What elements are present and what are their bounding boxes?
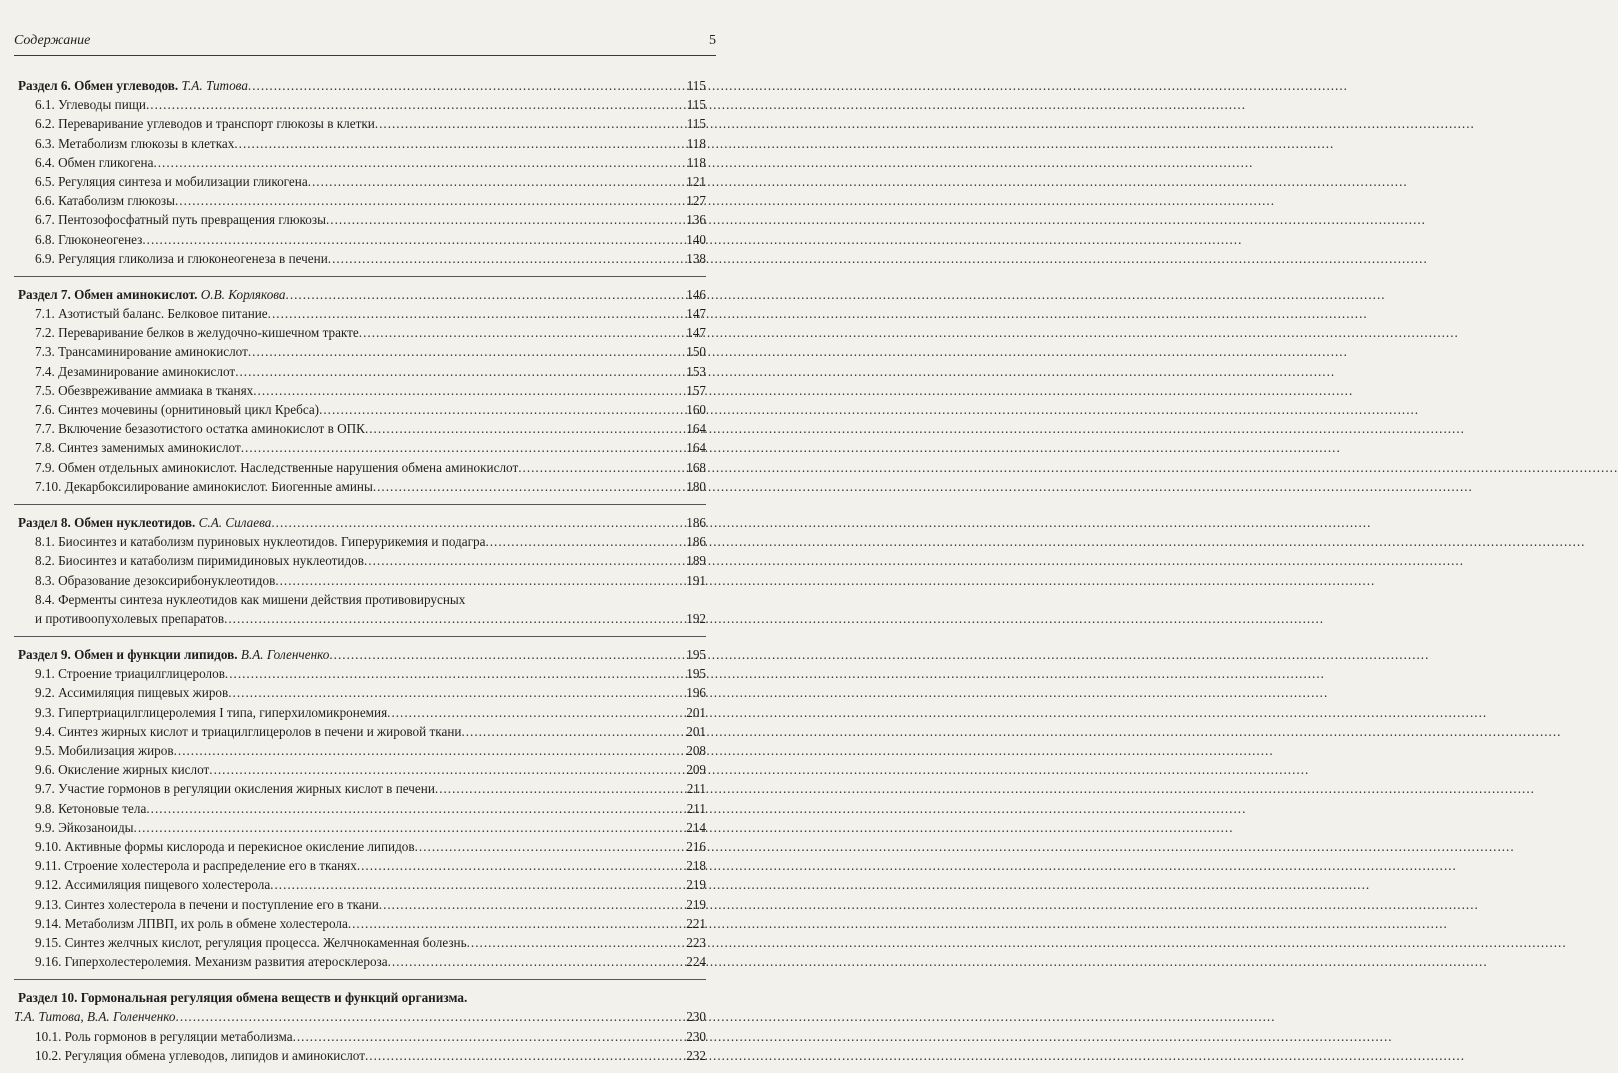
page-ref: 147 (686, 325, 706, 341)
toc-section-6 (14, 76, 706, 268)
page-ref: 118 (686, 135, 706, 151)
toc-entry[interactable] (14, 741, 706, 760)
toc-entry[interactable] (14, 381, 706, 400)
toc-entry[interactable] (14, 304, 706, 323)
section-divider (14, 979, 706, 980)
toc-entry[interactable] (14, 837, 706, 856)
page-ref: 121 (686, 173, 706, 189)
leader-dots (518, 458, 685, 477)
page-ref: 164 (686, 421, 706, 437)
page-ref: 208 (686, 743, 706, 759)
entry-title: 9.10. Активные формы кислорода и перекисное окисление липидов (35, 838, 415, 854)
section-heading[interactable] (14, 285, 706, 304)
page-ref: 138 (686, 250, 706, 266)
entry-title: 6.4. Обмен гликогена (35, 154, 154, 170)
page-ref: 191 (686, 572, 706, 588)
leader-dots (225, 664, 685, 683)
leader-dots (142, 230, 685, 249)
page-ref: 164 (686, 440, 706, 456)
toc-entry[interactable] (14, 779, 706, 798)
toc-entry[interactable] (14, 551, 706, 570)
toc-entry[interactable] (14, 571, 706, 590)
entry-title: 7.5. Обезвреживание аммиака в тканях (35, 382, 254, 398)
page-ref: 157 (686, 382, 706, 398)
leader-dots (146, 95, 686, 114)
toc-entry[interactable] (14, 362, 706, 381)
entry-title: 9.12. Ассимиляция пищевого холестерола (35, 877, 271, 893)
leader-dots (365, 419, 685, 438)
leader-dots (248, 76, 686, 95)
entry-title: 7.9. Обмен отдельных аминокислот. Наследственные нарушения обмена аминокислот (35, 459, 519, 475)
page-ref: 232 (686, 1047, 706, 1063)
toc-section-7 (14, 285, 706, 496)
page-ref: 147 (686, 306, 706, 322)
page-ref: 115 (686, 97, 706, 113)
entry-title: 9.1. Строение триацилглицеролов (35, 666, 225, 682)
leader-dots (248, 342, 685, 361)
entry-title: 6.6. Катаболизм глюкозы (35, 193, 175, 209)
page-ref: 230 (686, 1028, 706, 1044)
toc-entry-first-line[interactable]: 8.4. Ферменты синтеза нуклеотидов как мишени действия противовирусных (35, 591, 466, 607)
leader-dots (153, 153, 685, 172)
toc-entry[interactable] (14, 722, 706, 741)
page-ref: 195 (686, 647, 706, 663)
section-divider (14, 504, 706, 505)
section-author: Т.А. Титова (181, 78, 248, 93)
entry-title: 9.8. Кетоновые тела (35, 800, 147, 816)
page-ref: 219 (686, 896, 706, 912)
toc-section-8 (14, 513, 706, 628)
page-number: 5 (709, 33, 716, 48)
toc-entry[interactable] (14, 683, 706, 702)
leader-dots (235, 362, 685, 381)
toc-entry[interactable] (14, 230, 706, 249)
page-ref: 115 (686, 116, 706, 132)
page-ref: 127 (686, 193, 706, 209)
toc-entry[interactable] (14, 400, 706, 419)
leader-dots (387, 703, 685, 722)
leader-dots (175, 191, 685, 210)
entry-title: 9.15. Синтез желчных кислот, регуляция процесса. Желчнокаменная болезнь (35, 934, 467, 950)
section-heading[interactable] (14, 76, 706, 95)
entry-title: 9.3. Гипертриацилглицеролемия I типа, гиперхиломикронемия (35, 704, 388, 720)
page-ref: 218 (686, 858, 706, 874)
toc-entry[interactable] (14, 210, 706, 229)
entry-title: 7.4. Дезаминирование аминокислот (35, 363, 236, 379)
leader-dots (174, 741, 686, 760)
leader-dots (308, 172, 686, 191)
entry-title: 8.3. Образование дезоксирибонуклеотидов (35, 572, 276, 588)
page-ref: 211 (686, 800, 706, 816)
leader-dots (379, 895, 685, 914)
leader-dots (234, 134, 685, 153)
page-ref: 186 (686, 534, 706, 550)
entry-title: 7.10. Декарбоксилирование аминокислот. Биогенные амины (35, 478, 373, 494)
entry-title: 9.9. Эйкозаноиды (35, 819, 134, 835)
leader-dots (373, 477, 685, 496)
page-ref: 160 (686, 402, 706, 417)
leader-dots (224, 609, 685, 628)
toc-entry[interactable] (14, 114, 706, 133)
page-ref: 153 (686, 363, 706, 379)
leader-dots (286, 285, 686, 304)
entry-title: 6.2. Переваривание углеводов и транспорт глюкозы в клетки (35, 116, 375, 132)
leader-dots (326, 210, 685, 229)
section-author: Т.А. Титова, В.А. Голенченко (14, 1009, 176, 1025)
section-heading-author[interactable] (14, 1007, 706, 1026)
page-ref: 214 (686, 819, 706, 835)
entry-title: 9.16. Гиперхолестеролемия. Механизм развития атеросклероза (35, 954, 388, 970)
toc-entry[interactable] (14, 458, 706, 477)
leader-dots (134, 818, 686, 837)
leader-dots (461, 722, 685, 741)
entry-title: 6.3. Метаболизм глюкозы в клетках (35, 135, 235, 151)
section-author: О.В. Корлякова (200, 286, 286, 302)
entry-title: 6.5. Регуляция синтеза и мобилизации гликогена (35, 173, 308, 189)
page-ref: 216 (686, 838, 706, 854)
toc-entry[interactable] (14, 952, 706, 971)
section-title: Раздел 8. Обмен нуклеотидов. (18, 514, 196, 530)
page-ref: 150 (686, 344, 706, 360)
entry-title: 6.1. Углеводы пищи (35, 97, 146, 113)
toc-entry[interactable] (14, 914, 706, 933)
entry-title: 7.3. Трансаминирование аминокислот (35, 344, 248, 360)
toc-entry[interactable] (14, 191, 706, 210)
page-ref: 136 (686, 212, 706, 228)
leader-dots (467, 933, 686, 952)
entry-title: 9.6. Окисление жирных кислот (35, 762, 210, 778)
toc-entry[interactable] (14, 1027, 706, 1046)
leader-dots (329, 645, 685, 664)
toc-entry[interactable] (14, 172, 706, 191)
section-title[interactable]: Раздел 10. Гормональная регуляция обмена веществ и функций организма. (18, 990, 468, 1006)
leader-dots (435, 779, 686, 798)
page-ref: 115 (686, 78, 706, 93)
leader-dots (228, 683, 685, 702)
toc-entry[interactable] (14, 799, 706, 818)
leader-dots (319, 400, 685, 419)
section-title: Раздел 9. Обмен и функции липидов. (18, 647, 238, 663)
leader-dots (357, 856, 685, 875)
toc-entry[interactable] (14, 134, 706, 153)
page-ref: 221 (686, 915, 706, 931)
page-ref: 211 (686, 781, 706, 797)
toc-entry[interactable] (14, 933, 706, 952)
section-heading[interactable] (14, 645, 706, 664)
leader-dots (293, 1027, 686, 1046)
leader-dots (415, 837, 686, 856)
toc-section-10 (14, 988, 706, 1065)
toc-entry-continuation[interactable] (14, 609, 706, 628)
entry-title: 9.11. Строение холестерола и распределение его в тканях (35, 858, 357, 874)
page-ref: 209 (686, 762, 706, 778)
page-ref: 140 (686, 231, 706, 247)
leader-dots (375, 114, 686, 133)
page-header (14, 33, 716, 56)
section-heading[interactable] (14, 513, 706, 532)
page-ref: 230 (686, 1009, 706, 1025)
page-ref: 201 (686, 723, 706, 739)
page-ref: 180 (686, 478, 706, 494)
running-title: Содержание (14, 33, 91, 48)
toc-entry[interactable] (14, 419, 706, 438)
entry-title: 9.7. Участие гормонов в регуляции окисления жирных кислот в печени (35, 781, 435, 797)
toc-entry[interactable] (14, 438, 706, 457)
leader-dots (485, 532, 685, 551)
section-divider (14, 636, 706, 637)
page-ref: 189 (686, 553, 706, 569)
entry-title: 6.8. Глюконеогенез (35, 231, 143, 247)
table-of-contents (14, 76, 706, 1073)
toc-section-9 (14, 645, 706, 971)
toc-entry[interactable] (14, 895, 706, 914)
entry-title: 9.5. Мобилизация жиров (35, 743, 174, 759)
page-ref: 224 (686, 954, 706, 970)
leader-dots (268, 304, 686, 323)
leader-dots (241, 438, 685, 457)
entry-title: 8.2. Биосинтез и катаболизм пиримидиновых нуклеотидов (35, 553, 364, 569)
toc-entry[interactable] (14, 703, 706, 722)
section-title: Раздел 6. Обмен углеводов. (18, 78, 179, 93)
leader-dots (253, 381, 685, 400)
page-ref: 223 (686, 934, 706, 950)
leader-dots (365, 1046, 685, 1065)
toc-entry[interactable] (14, 875, 706, 894)
section-title: Раздел 7. Обмен аминокислот. (18, 286, 198, 302)
page-ref: 201 (686, 704, 706, 720)
entry-title: 10.1. Роль гормонов в регуляции метаболизма (35, 1028, 293, 1044)
entry-title: 10.2. Регуляция обмена углеводов, липидов и аминокислот (35, 1047, 365, 1063)
entry-title: 6.7. Пентозофосфатный путь превращения глюкозы (35, 212, 326, 228)
entry-title: 7.7. Включение безазотистого остатка аминокислот в ОПК (35, 421, 365, 437)
entry-title: 7.2. Переваривание белков в желудочно-кишечном тракте (35, 325, 359, 341)
page-ref: 168 (686, 459, 706, 475)
section-divider (14, 276, 706, 277)
toc-entry[interactable] (14, 760, 706, 779)
toc-entry[interactable] (14, 664, 706, 683)
leader-dots (359, 323, 685, 342)
toc-entry[interactable] (14, 532, 706, 551)
leader-dots (176, 1007, 686, 1026)
entry-title: 7.8. Синтез заменимых аминокислот (35, 440, 241, 456)
leader-dots (328, 249, 685, 268)
toc-entry[interactable] (14, 323, 706, 342)
leader-dots (270, 875, 685, 894)
entry-title: 9.13. Синтез холестерола в печени и поступление его в ткани (35, 896, 379, 912)
leader-dots (388, 952, 686, 971)
entry-title: 9.2. Ассимиляция пищевых жиров (35, 685, 229, 701)
toc-entry[interactable] (14, 249, 706, 268)
toc-entry[interactable] (14, 818, 706, 837)
entry-title: 7.1. Азотистый баланс. Белковое питание (35, 306, 268, 322)
page-ref: 118 (686, 154, 706, 170)
page-ref: 195 (686, 666, 706, 682)
entry-title: и противоопухолевых препаратов (35, 610, 225, 626)
entry-title: 9.14. Метаболизм ЛПВП, их роль в обмене холестерола (35, 915, 348, 931)
toc-entry[interactable] (14, 856, 706, 875)
leader-dots (348, 914, 685, 933)
toc-entry[interactable] (14, 95, 706, 114)
toc-entry[interactable] (14, 477, 706, 496)
leader-dots (146, 799, 685, 818)
toc-entry[interactable] (14, 342, 706, 361)
page-ref: 196 (686, 685, 706, 701)
section-author: С.А. Силаева (198, 514, 272, 530)
leader-dots (271, 513, 685, 532)
leader-dots (364, 551, 685, 570)
page-ref: 146 (686, 286, 706, 302)
entry-title: 7.6. Синтез мочевины (орнитиновый цикл Кребса) (35, 402, 320, 417)
entry-title: 8.1. Биосинтез и катаболизм пуриновых нуклеотидов. Гиперурикемия и подагра (35, 534, 486, 550)
entry-title: 6.9. Регуляция гликолиза и глюконеогенеза в печени (35, 250, 328, 266)
section-author: В.А. Голенченко (240, 647, 330, 663)
entry-title: 9.4. Синтез жирных кислот и триацилглицеролов в печени и жировой ткани (35, 723, 462, 739)
leader-dots (209, 760, 685, 779)
page-ref: 219 (686, 877, 706, 893)
toc-entry[interactable] (14, 153, 706, 172)
page-ref: 186 (686, 514, 706, 530)
toc-entry[interactable] (14, 1046, 706, 1065)
leader-dots (275, 571, 685, 590)
page-ref: 192 (686, 610, 706, 626)
